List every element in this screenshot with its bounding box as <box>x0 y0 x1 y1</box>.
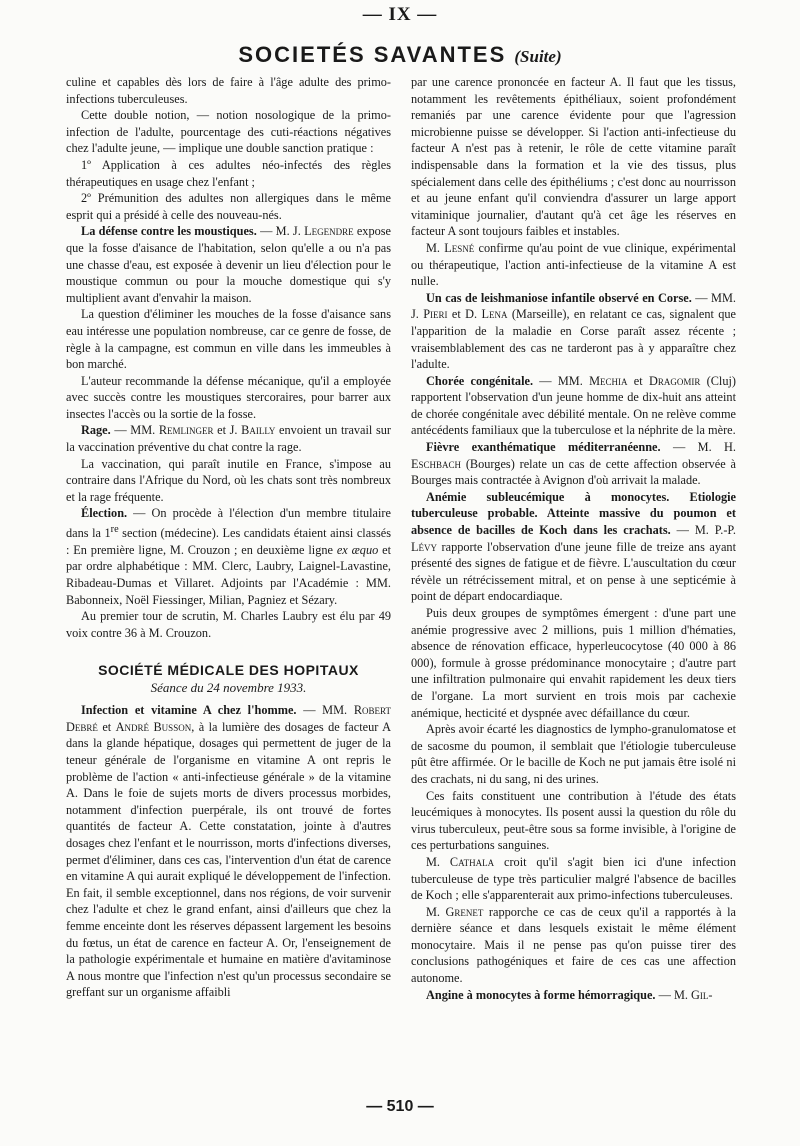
paragraph: L'auteur recommande la défense mécanique, qu'il a employée avec succès contre les moustiques stercoraires, pour barrer aux insectes l'accès ou la sortie de la fosse. <box>66 373 391 421</box>
article-heading: Chorée congénitale. <box>426 373 534 388</box>
paragraph: par une carence prononcée en facteur A. Il faut que les tissus, notamment les revêtements épithéliaux, soient profondément remaniés par une carence évidente pour que l'agression microbienne puisse se développer. Si l'action anti-infectieuse du facteur A n'est pas à retenir, le rôle de cette vitamine paraît indispensable dans la formation et la vie des tissus, plus spécialement dans celle des épithéliums ; c'est donc au nourrisson et au jeune enfant qu'il conviendra d'assurer un large apport vitaminique journalier, d'autant qu'à cet âge les réserves en facteur A sont toujours faibles et instables. <box>411 75 736 239</box>
author-name: Eschbach <box>411 456 462 471</box>
author-name: Cathala <box>449 854 495 869</box>
section-title: SOCIÉTÉ MÉDICALE DES HOPITAUX <box>98 662 359 679</box>
author-name: Gil- <box>691 987 713 1002</box>
article-heading: Anémie subleucémique à monocytes. Etiologie tuberculeuse probable. Atteinte massive du poumon et absence de bacilles de Koch dans les crachats. <box>411 489 736 538</box>
running-title <box>0 42 800 68</box>
author-name: Grenet <box>445 904 484 919</box>
section-date: Séance du 24 novembre 1933. <box>150 680 307 696</box>
paragraph: Anémie subleucémique à monocytes. Etiologie tuberculeuse probable. Atteinte massive du poumon et absence de bacilles de Koch dans les crachats. — M. P.-P. Lévy rapporte l'observation d'une jeune fille de treize ans ayant présenté des signes de fatigue et de fièvre. L'auscultation du cœur révèle un rétrécissement mitral, et on pense à une septicémie à point de départ endocardiaque. <box>411 489 736 604</box>
article-heading: Fièvre exanthématique méditerranéenne. <box>426 440 661 455</box>
paragraph: 1º Application à ces adultes néo-infectés des règles thérapeutiques en usage chez l'enfant ; <box>66 157 391 189</box>
paragraph: culine et capables dès lors de faire à l'âge adulte des primo-infections tuberculeuses. <box>66 75 391 106</box>
paragraph: Fièvre exanthématique méditerranéenne. — M. H. Eschbach (Bourges) relate un cas de cette affection observée à Bourges mais contractée à Avignon d'où arrivait la malade. <box>411 440 736 488</box>
left-column <box>66 74 391 1094</box>
article-heading: Élection. <box>81 506 128 521</box>
author-name: Lesné <box>444 240 475 255</box>
author-name: Lévy <box>411 539 438 554</box>
paragraph: Ces faits constituent une contribution à l'étude des états leucémiques à monocytes. Ils posent aussi la question du rôle du virus tuberculeux, peut-être sous sa forme invisible, à l'origine de ces perturbations sanguines. <box>411 788 736 853</box>
author-name: Robert Debré <box>66 703 391 734</box>
running-title-suite: (Suite) <box>514 47 562 66</box>
page-number: — 510 — <box>366 1098 434 1115</box>
author-name: Mechia <box>589 373 628 388</box>
article-heading: Rage. <box>81 423 111 438</box>
author-name: André Busson <box>115 719 192 734</box>
right-column <box>411 74 736 1094</box>
paragraph: 2º Prémunition des adultes non allergiques dans le même esprit qui a présidé à celle des nouveau-nés. <box>66 191 391 222</box>
author-name: Remlinger <box>158 423 214 438</box>
author-name: Dragomir <box>648 373 701 388</box>
paragraph: Angine à monocytes à forme hémorragique. — M. Gil- <box>426 987 713 1002</box>
paragraph: M. Lesné confirme qu'au point de vue clinique, expérimental ou thérapeutique, l'action anti-infectieuse de la vitamine A est nulle. <box>411 240 736 289</box>
paragraph: Rage. — MM. Remlinger et J. Bailly envoient un travail sur la vaccination préventive du chat contre la rage. <box>66 423 391 455</box>
paragraph: Au premier tour de scrutin, M. Charles Laubry est élu par 49 voix contre 36 à M. Crouzon. <box>66 609 391 640</box>
author-name: Bailly <box>241 423 276 438</box>
paragraph: La défense contre les moustiques. — M. J. Legendre expose que la fosse d'aisance de l'habitation, selon qu'elle a ou n'a pas une chasse d'eau, est exposée à devenir un lieu d'élection pour le moustique commun ou pour la mouche domestique qui s'y multiplient avant d'envahir la maison. <box>66 224 391 305</box>
paragraph: M. Cathala croit qu'il s'agit bien ici d'une infection tuberculeuse de type très particulier malgré l'absence de bacilles de Koch ; elle s'apparenterait aux primo-infections tuberculeuses. <box>411 854 736 903</box>
paragraph: Élection. — On procède à l'élection d'un membre titulaire dans la 1re section (médecine). Les candidats étaient ainsi classés : En première ligne, M. Crouzon ; en deuxième ligne ex æquo et par ordre alphabétique : MM. Clerc, Laubry, Laignel-Lavastine, Ribadeau-Dumas et Villaret. Adjoints par l'Académie : MM. Babonneix, Noël Fiessinger, Milian, Pagniez et Sézary. <box>66 506 391 607</box>
author-name: Legendre <box>304 224 354 239</box>
paragraph: La question d'éliminer les mouches de la fosse d'aisance sans eau intéresse une population nombreuse, car ce genre de fosse, de règle à la campagne, est commun en ville dans les immeubles à bon marché. <box>66 307 391 372</box>
roman-page-number: — IX — <box>362 4 438 25</box>
paragraph: La vaccination, qui paraît inutile en France, s'impose au contraire dans l'Afrique du Nord, où les chats sont très nombreux et la rage fréquente. <box>66 456 391 504</box>
article-heading: Angine à monocytes à forme hémorragique. <box>426 987 656 1002</box>
running-title-main: SOCIETÉS SAVANTES <box>238 42 507 67</box>
paragraph: Un cas de leishmaniose infantile observé en Corse. — MM. J. Pieri et D. Lena (Marseille), en relatant ce cas, signalent que l'apparition de la maladie en Corse paraît assez récente ; vraisemblablement des cas ne tarderont pas à y apparaître chez l'adulte. <box>411 290 736 372</box>
paragraph: M. Grenet rapporche ce cas de ceux qu'il a rapportés à la dernière séance et dans lesquels existait le même élément monocytaire. Mais il ne pense pas qu'on puisse tirer des conclusions pathogéniques et faire de ces cas une affection autonome. <box>411 904 736 986</box>
author-name: Pieri <box>423 307 448 322</box>
article-heading: Infection et vitamine A chez l'homme. <box>81 703 297 718</box>
paragraph: Cette double notion, — notion nosologique de la primo-infection de l'adulte, pourcentage des cuti-réactions négatives chez l'adulte jeune, — implique une double sanction pratique : <box>66 108 391 156</box>
paragraph: Après avoir écarté les diagnostics de lympho-granulomatose et de sacosme du poumon, il semblait que l'étiologie tuberculeuse pût être affirmée. Or le bacille de Koch ne put jamais être isolé ni des crachats, ni du sang, ni des urines. <box>411 722 736 786</box>
article-heading: La défense contre les moustiques. <box>81 224 257 239</box>
paragraph: Chorée congénitale. — MM. Mechia et Dragomir (Cluj) rapportent l'observation d'un jeune homme de dix-huit ans atteint de chorée congénitale avec débilité mentale. On ne relève comme antécédents familiaux que la tuberculose et la néphrite de la mère. <box>411 373 736 438</box>
paragraph: Infection et vitamine A chez l'homme. — MM. Robert Debré et André Busson, à la lumière des dosages de facteur A dans la glande hépatique, dosages qui permettent de juger de la teneur générale de l'organisme en vitamine A ont repris le problème de l'action « anti-infectieuse générale » de la vitamine A. Dans le foie de sujets morts de divers processus morbides, notamment d'infection puerpérale, ils ont trouvé de fortes quantités de facteur A. Cette constatation, jointe à d'autres dosages chez l'enfant et le nourrisson, morts d'infections diverses, permet d'éliminer, dans ces cas, l'intervention d'un état de carence en vitamine A qui aurait expliqué le développement de l'infection. En fait, il semble exceptionnel, dans nos régions, de voir survenir chez l'adulte et chez le grand enfant, ainsi d'ailleurs que chez la femme enceinte dont les réserves dépassent largement les besoins du fœtus, un état de carence en facteur A. Or, l'enseignement de la pathologie expérimentale et humaine en matière d'avitaminose A nous montre que l'infection n'est qu'un processus secondaire se greffant sur un organisme affaibli <box>66 703 391 1000</box>
paragraph: Puis deux groupes de symptômes émergent : d'une part une anémie progressive avec 2 millions, puis 1 million d'hématies, absence de rénovation efficace, hyperleucocytose (40 000 à 86 000), formule à grosse prédominance monocytaire ; d'autre part une infiltration pulmonaire qui envahit rapidement les deux tiers de l'organe. La mort survient en trois mois par cachexie anémique, hecticité et dyspnée avec défaillance du cœur. <box>411 606 736 720</box>
article-heading: Un cas de leishmaniose infantile observé en Corse. <box>426 290 692 305</box>
author-name: Lena <box>481 307 508 322</box>
